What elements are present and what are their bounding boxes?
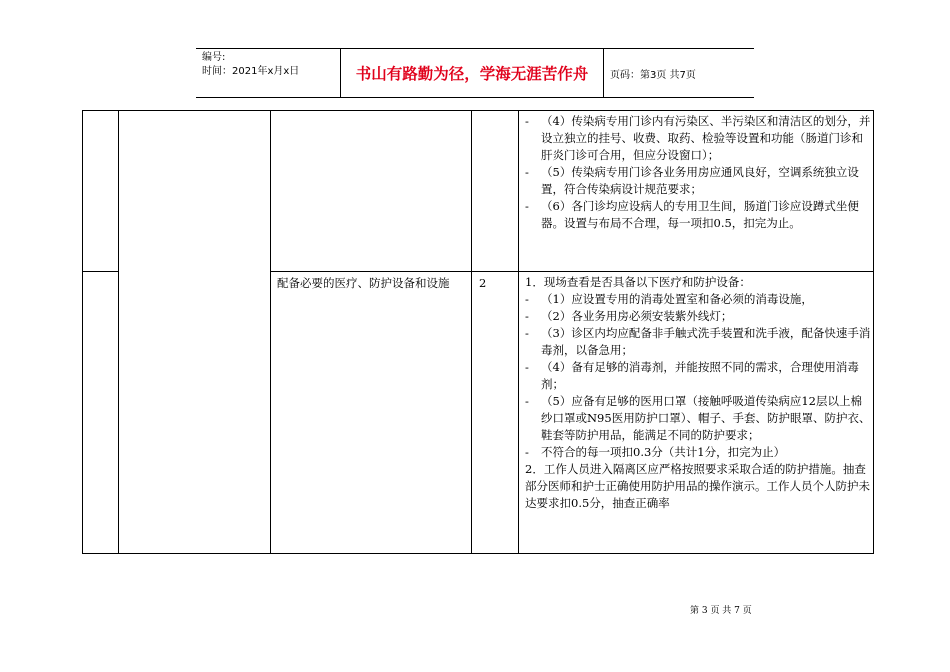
list-item-text: 不符合的每一项扣0.3分（共计1分，扣完为止） bbox=[541, 445, 786, 459]
criteria-intro: 1．现场查看是否具备以下医疗和防护设备： bbox=[525, 275, 751, 289]
list-item bbox=[523, 198, 873, 232]
list-item-text: （2）各业务用房必须安装紫外线灯； bbox=[541, 309, 733, 323]
list-item bbox=[523, 291, 873, 308]
list-item-text: （4）备有足够的消毒剂，并能按照不同的需求，合理使用消毒剂； bbox=[541, 360, 859, 391]
table-cell-item bbox=[271, 272, 472, 554]
table-cell-category bbox=[83, 272, 119, 554]
item-title: 配备必要的医疗、防护设备和设施 bbox=[277, 276, 450, 290]
table-cell-category bbox=[83, 111, 119, 272]
bullet-dash: - bbox=[525, 360, 529, 374]
list-item-text: （5）传染病专用门诊各业务用房应通风良好，空调系统独立设置，符合传染病设计规范要求； bbox=[541, 165, 859, 196]
bullet-dash: - bbox=[525, 292, 529, 306]
bullet-dash: - bbox=[525, 326, 529, 340]
criteria-list bbox=[519, 272, 873, 512]
list-item bbox=[523, 393, 873, 444]
list-item-text: （3）诊区内均应配备非手触式洗手装置和洗手液，配备快速手消毒剂，以备急用； bbox=[541, 326, 871, 357]
score-value: 2 bbox=[479, 276, 487, 290]
bullet-dash: - bbox=[525, 199, 529, 213]
bullet-dash: - bbox=[525, 309, 529, 323]
document-header bbox=[196, 48, 754, 98]
table-cell-criteria bbox=[519, 111, 874, 272]
page-code: 页码：第3页 共7页 bbox=[610, 69, 696, 81]
table-cell-score bbox=[472, 272, 519, 554]
list-item-text: （1）应设置专用的消毒处置室和备必须的消毒设施， bbox=[541, 292, 813, 306]
table-cell-score bbox=[472, 111, 519, 272]
list-item bbox=[523, 164, 873, 198]
page-footer: 第 3 页 共 7 页 bbox=[690, 606, 752, 616]
header-meta bbox=[196, 49, 341, 97]
list-item bbox=[523, 444, 873, 461]
list-item-text: （4）传染病专用门诊内有污染区、半污染区和清洁区的划分，并设立独立的挂号、收费、取药、检验等设置和功能（肠道门诊和肝炎门诊可合用，但应分设窗口）； bbox=[541, 114, 871, 162]
criteria-outro: 2．工作人员进入隔离区应严格按照要求采取合适的防护措施。抽查部分医师和护士正确使用防护用品的操作演示。工作人员个人防护未达要求扣0.5分，抽查正确率 bbox=[525, 462, 870, 510]
bullet-dash: - bbox=[525, 445, 529, 459]
table-cell-subcategory bbox=[119, 111, 271, 554]
list-item bbox=[523, 113, 873, 164]
bullet-dash: - bbox=[525, 165, 529, 179]
table-row bbox=[83, 111, 874, 272]
criteria-list bbox=[519, 111, 873, 232]
time-label: 时间：2021年x月x日 bbox=[202, 66, 300, 77]
motto-text: 书山有路勤为径，学海无涯苦作舟 bbox=[341, 49, 604, 97]
list-item bbox=[523, 359, 873, 393]
list-item-text: （6）各门诊均应设病人的专用卫生间，肠道门诊应设蹲式坐便器。设置与布局不合理，每一项扣0.5，扣完为止。 bbox=[541, 199, 859, 230]
table-cell-item bbox=[271, 111, 472, 272]
bullet-dash: - bbox=[525, 394, 529, 408]
list-item bbox=[523, 308, 873, 325]
assessment-table bbox=[82, 110, 874, 554]
list-item-text: （5）应备有足够的医用口罩（接触呼吸道传染病应12层以上棉纱口罩或N95医用防护口罩）、帽子、手套、防护眼罩、防护衣、鞋套等防护用品，能满足不同的防护要求； bbox=[541, 394, 871, 442]
table-cell-criteria bbox=[519, 272, 874, 554]
list-item bbox=[523, 325, 873, 359]
number-label: 编号: bbox=[202, 52, 226, 63]
bullet-dash: - bbox=[525, 114, 529, 128]
